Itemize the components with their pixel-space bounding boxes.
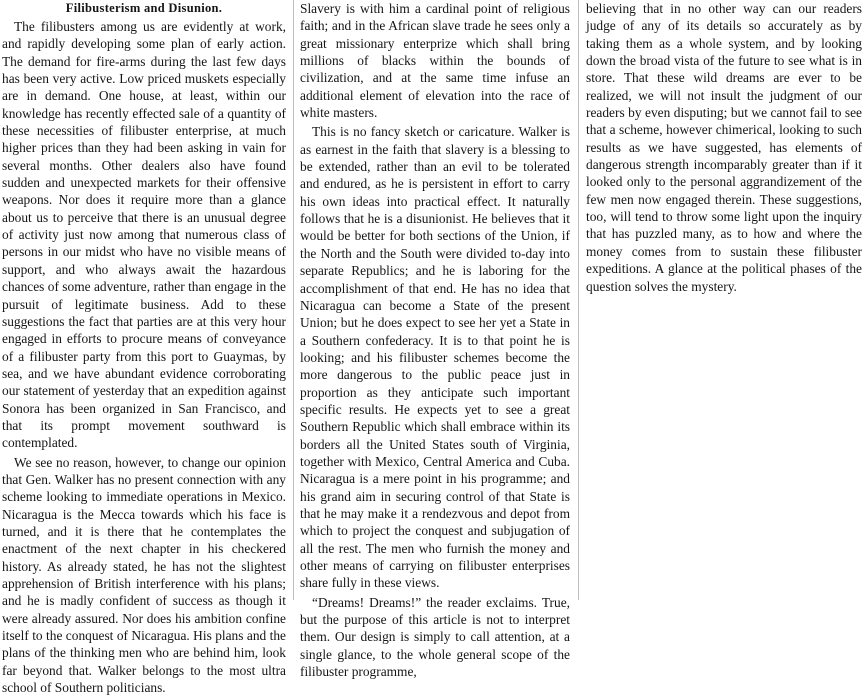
paragraph-slavery-faith: Slavery is with him a cardinal point of religious faith; and in the African slave trade he sees only a great missionary enterprize which shall bring millions of blacks within the bounds of civilization, and at the same time infuse an additional element of elevation into the race of white masters.	[300, 1, 570, 121]
column-divider	[578, 0, 579, 600]
column-divider	[293, 0, 294, 600]
article-headline: Filibusterism and Disunion.	[65, 1, 223, 15]
paragraph-disunionist: This is no fancy sketch or caricature. Walker is as earnest in the faith that slavery is a blessing to be extended, rather than an evil to be tolerated and endured, as he is persistent in effort to carry his own ideas into practical effect. It naturally follows that he is a disunionist. He believes that it would be better for both sections of the Union, if the North and the South were divided to-day into separate Republics; and he is laboring for the accomplishment of that end. He has no idea that Nicaragua can become a State of the present Union; but he does expect to see her yet a State in a Southern confederacy. It is to that point he is looking; and his filibuster schemes become the more dangerous to the public peace just in proportion as they anticipate such important specific results. He expects yet to see a great Southern Republic which shall embrace within its borders all the United States south of Virginia, together with Mexico, Central America and Cuba. Nicaragua is a mere point in his programme; and his grand aim in securing control of that State is that he may make it a rendezvous and depot from which to project the conquest and subjugation of all the rest. The men who furnish the money and other means of carrying on filibuster enterprises share fully in these views.	[300, 124, 570, 591]
column-3	[586, 0, 862, 295]
column-2	[300, 0, 570, 680]
paragraph-dreams: “Dreams! Dreams!” the reader exclaims. True, but the purpose of this article is not to interpret them. Our design is simply to call attention, at a single glance, to the whole general scope of the filibuster programme,	[300, 594, 570, 680]
paragraph-filibusters-at-work: The filibusters among us are evidently at work, and rapidly developing some plan of early action. The demand for fire-arms during the last few days has been very active. Low priced muskets especially are in demand. One house, at least, within our knowledge has recently effected sale of a quantity of these necessities of filibuster enterprise, at much higher prices than they had been asking in vain for several months. Other dealers also have found sudden and unexpected markets for their offensive weapons. Nor does it require more than a glance about us to perceive that there is an unusual degree of activity just now among that numerous class of persons in our midst who have no visible means of support, and who always await the hazardous chances of some adventure, rather than engage in the pursuit of legitimate business. Add to these suggestions the fact that parties are at this very hour engaged in efforts to procure means of conveyance of a filibuster party from this port to Guaymas, by sea, and we have abundant evidence corroborating our statement of yesterday that an expedition against Sonora has been organized in San Francisco, and that its prompt movement southward is contemplated.	[2, 19, 286, 451]
column-1	[2, 0, 286, 696]
paragraph-conclusion: believing that in no other way can our readers judge of any of its details so accurately as by taking them as a whole system, and by looking down the broad vista of the future to see what is in store. That these wild dreams are ever to be realized, we will not insult the judgment of our readers by even disputing; but we cannot fail to see that a scheme, however chimerical, looking to such results as we have suggested, has elements of dangerous strength incomparably greater than if it looked only to the personal aggrandizement of the few men now engaged therein. These suggestions, too, will tend to throw some light upon the inquiry that has puzzled many, as to how and where the money comes from to sustain these filibuster expeditions. A glance at the political phases of the question solves the mystery.	[586, 1, 862, 294]
paragraph-walker-nicaragua: We see no reason, however, to change our opinion that Gen. Walker has no present connection with any scheme looking to immediate operations in Mexico. Nicaragua is the Mecca towards which his face is turned, and it is there that he contemplates the enactment of the next chapter in his checkered history. As already stated, he has not the slightest apprehension of British interference with his plans; and he is madly confident of success as though it were already assured. Nor does his ambition confine itself to the conquest of Nicaragua. His plans and the plans of the thinking men who are behind him, look far beyond that. Walker belongs to the most ultra school of Southern politicians.	[2, 454, 286, 696]
